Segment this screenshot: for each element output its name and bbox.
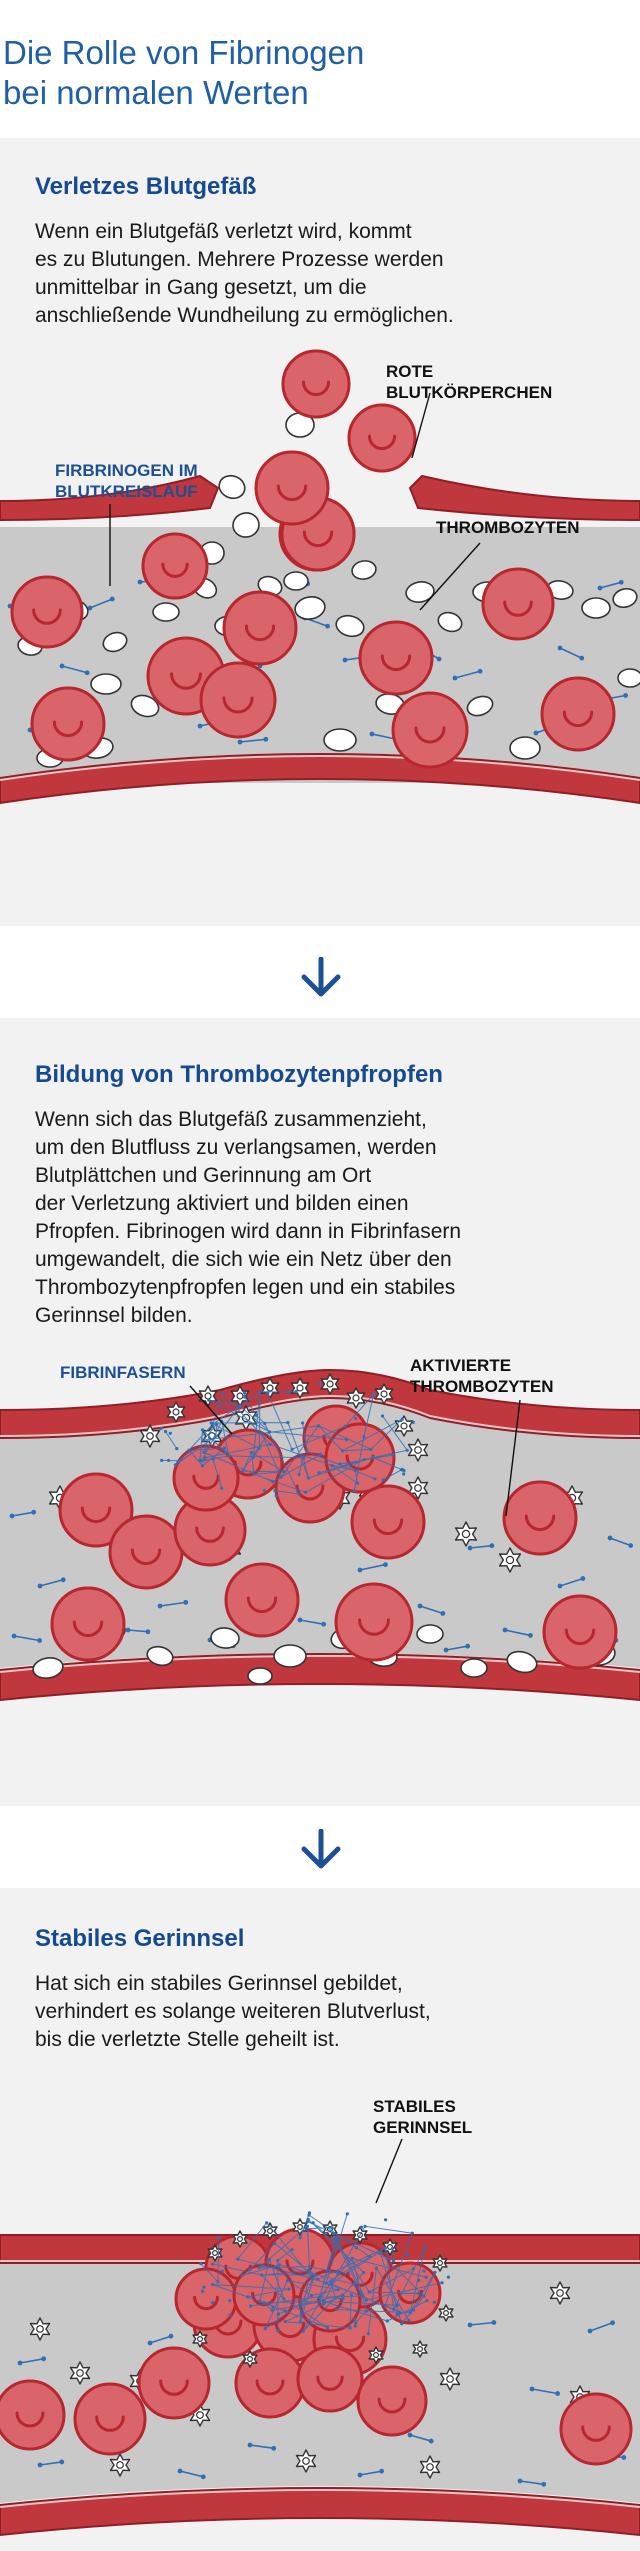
fibrin-node: [368, 2290, 371, 2293]
fibrin-node: [263, 1489, 266, 1492]
fibrin-node: [202, 1451, 205, 1454]
fibrin-node: [279, 1476, 282, 1479]
fibrin-node: [199, 2262, 202, 2265]
red-blood-cell-icon: [393, 693, 467, 767]
platelet-icon: [91, 674, 121, 694]
fibrin-node: [362, 2271, 365, 2274]
label-leader-lines: [376, 2139, 402, 2203]
fibrin-node: [354, 1417, 357, 1420]
fibrin-node: [345, 1438, 348, 1441]
red-blood-cell-icon: [176, 2269, 236, 2329]
fibrin-node: [324, 2282, 327, 2285]
fibrin-node: [159, 1427, 162, 1430]
fibrin-node: [238, 1404, 241, 1407]
section-stable-clot: [0, 1888, 640, 2551]
fibrin-node: [299, 2303, 302, 2306]
fibrin-node: [252, 1456, 255, 1459]
fibrin-node: [372, 1393, 375, 1396]
fibrin-node: [201, 1428, 204, 1431]
fibrin-node: [311, 2277, 314, 2280]
fibrin-node: [373, 1477, 376, 1480]
fibrin-node: [308, 2269, 311, 2272]
fibrin-node: [175, 1447, 178, 1450]
fibrin-node: [252, 1473, 255, 1476]
fibrin-node: [344, 1425, 347, 1428]
leader-line-red-blood-cells: [412, 393, 430, 458]
label-stable-clot-2: GERINNSEL: [373, 2118, 473, 2137]
fibrin-node: [201, 2290, 204, 2293]
platelet-icon: [216, 472, 248, 502]
fibrin-node: [319, 1453, 322, 1456]
fibrin-node: [243, 1395, 246, 1398]
fibrin-node: [260, 1432, 263, 1435]
fibrin-node: [400, 2322, 403, 2325]
red-blood-cell-icon: [283, 351, 349, 417]
fibrin-node: [249, 2304, 252, 2307]
arrow-down-icon: [298, 1829, 344, 1869]
label-fibrinogen-1: FIRBRINOGEN IM: [55, 461, 198, 480]
fibrin-node: [276, 2329, 279, 2332]
red-blood-cell-icon: [201, 663, 275, 737]
fibrin-node: [422, 2269, 425, 2272]
fibrin-node: [365, 2309, 368, 2312]
fibrin-node: [367, 2332, 370, 2335]
red-blood-cell-icon: [0, 2381, 64, 2449]
fibrin-node: [284, 2320, 287, 2323]
fibrin-node: [341, 2297, 344, 2300]
fibrin-node: [336, 2271, 339, 2274]
fibrin-node: [272, 2305, 275, 2308]
fibrin-node: [299, 2320, 302, 2323]
fibrin-node: [381, 1414, 384, 1417]
platelet-icon: [618, 669, 640, 687]
fibrin-node: [391, 1453, 394, 1456]
fibrin-node: [202, 1438, 205, 1441]
red-blood-cell-icon: [360, 622, 432, 694]
fibrin-node: [200, 1460, 203, 1463]
label-activated-platelets-1: AKTIVIERTE: [410, 1356, 512, 1375]
fibrin-node: [246, 2295, 249, 2298]
fibrin-node: [433, 2301, 436, 2304]
fibrin-node: [258, 1447, 261, 1450]
section-3-heading: Stabiles Gerinnsel: [35, 1925, 245, 1952]
fibrin-node: [286, 2279, 289, 2282]
fibrin-node: [228, 2299, 231, 2302]
red-blood-cell-icon: [542, 678, 614, 750]
fibrin-node: [258, 1390, 261, 1393]
fibrin-node: [236, 2258, 239, 2261]
title-line-1: Die Rolle von Fibrinogen: [3, 34, 365, 71]
fibrin-node: [392, 2308, 395, 2311]
fibrin-node: [211, 1458, 214, 1461]
fibrin-node: [291, 2248, 294, 2251]
fibrin-node: [301, 1455, 304, 1458]
fibrin-node: [406, 2253, 409, 2256]
red-blood-cell-icon: [224, 592, 296, 664]
platelet-icon: [324, 729, 356, 751]
fibrin-node: [169, 1432, 172, 1435]
fibrin-node: [211, 2283, 214, 2286]
fibrin-node: [273, 2242, 276, 2245]
fibrin-node: [312, 2221, 315, 2224]
fibrin-node: [301, 1421, 304, 1424]
section-2-body: Wenn sich das Blutgefäß zusammenzieht, um den Blutfluss zu verlangsamen, werden Blutplättchen und Gerinnung am Ort der Verletzung aktiviert und bilden einen Pfropfen. Fibrinogen wird dann in Fibrinfasern umgewandelt, die sich wie ein Netz über den Thrombozytenpfropfen legen und ein stabiles Gerinnsel bilden.: [35, 1108, 462, 1327]
fibrin-node: [291, 1448, 294, 1451]
fibrin-node: [335, 2308, 338, 2311]
red-blood-cell-icon: [139, 2348, 209, 2418]
fibrin-node: [223, 1447, 226, 1450]
fibrin-node: [310, 2294, 313, 2297]
fibrin-node: [401, 1468, 404, 1471]
fibrin-node: [417, 2292, 420, 2295]
fibrin-node: [334, 2238, 337, 2241]
fibrin-node: [297, 1492, 300, 1495]
platelet-icon: [510, 737, 540, 759]
fibrin-node: [338, 1463, 341, 1466]
fibrin-node: [351, 2257, 354, 2260]
red-blood-cell-icon: [561, 2394, 631, 2464]
fibrin-node: [287, 2287, 290, 2290]
fibrin-node: [265, 2221, 268, 2224]
fibrin-node: [401, 1418, 404, 1421]
fibrin-node: [362, 1435, 365, 1438]
fibrin-node: [286, 1421, 289, 1424]
fibrin-node: [341, 1449, 344, 1452]
label-platelets: THROMBOZYTEN: [436, 518, 580, 537]
fibrin-node: [386, 2319, 389, 2322]
red-blood-cell-icon: [483, 569, 553, 639]
fibrin-node: [224, 1451, 227, 1454]
fibrin-node: [392, 2259, 395, 2262]
fibrin-node: [354, 2321, 357, 2324]
fibrin-node: [210, 1421, 213, 1424]
label-stable-clot-1: STABILES: [373, 2097, 456, 2116]
fibrin-node: [307, 1476, 310, 1479]
platelet-icon: [461, 1659, 487, 1677]
fibrin-node: [305, 2227, 308, 2230]
fibrin-node: [221, 1391, 224, 1394]
fibrin-node: [433, 2271, 436, 2274]
red-blood-cell-icon: [358, 2367, 426, 2435]
fibrin-node: [167, 1459, 170, 1462]
fibrin-node: [229, 2314, 232, 2317]
platelet-icon: [582, 598, 610, 618]
fibrin-node: [216, 2280, 219, 2283]
fibrin-node: [379, 2251, 382, 2254]
fibrin-node: [382, 1478, 385, 1481]
fibrin-node: [211, 2262, 214, 2265]
fibrin-node: [375, 2267, 378, 2270]
arrow-down-icon: [298, 957, 344, 997]
fibrin-node: [295, 1390, 298, 1393]
platelet-icon: [284, 572, 308, 590]
fibrin-node: [302, 2330, 305, 2333]
fibrin-node: [220, 1487, 223, 1490]
fibrin-node: [409, 2311, 412, 2314]
fibrin-node: [371, 1456, 374, 1459]
fibrin-node: [227, 1454, 230, 1457]
leader-line-stable-clot: [376, 2139, 402, 2203]
page-title: [3, 33, 633, 113]
fibrin-node: [354, 1469, 357, 1472]
fibrin-node: [412, 2267, 415, 2270]
fibrin-node: [304, 1491, 307, 1494]
fibrin-node: [178, 1459, 181, 1462]
vessel-wall-bottom: [0, 2488, 640, 2535]
fibrin-node: [260, 2273, 263, 2276]
fibrin-node: [215, 1423, 218, 1426]
fibrin-node: [249, 2268, 252, 2271]
platelet-icon: [248, 1668, 272, 1684]
fibrin-node: [384, 2304, 387, 2307]
fibrin-node: [341, 2293, 344, 2296]
fibrin-node: [352, 2283, 355, 2286]
red-blood-cell-icon: [52, 1588, 124, 1660]
vessel-wall-bottom: [0, 1654, 640, 1700]
fibrin-node: [160, 1459, 163, 1462]
fibrin-node: [268, 1430, 271, 1433]
fibrin-node: [334, 2297, 337, 2300]
red-blood-cell-icon: [110, 1516, 182, 1588]
fibrin-node: [364, 2299, 367, 2302]
fibrin-node: [221, 2270, 224, 2273]
fibrin-node: [326, 2326, 329, 2329]
red-blood-cell-icon: [12, 577, 82, 647]
fibrin-node: [364, 2225, 367, 2228]
red-blood-cell-icon: [504, 1482, 576, 1554]
fibrin-node: [391, 2247, 394, 2250]
section-injured-vessel: [0, 138, 640, 926]
fibrin-node: [276, 2259, 279, 2262]
label-activated-platelets-2: THROMBOZYTEN: [410, 1377, 554, 1396]
red-blood-cell-icon: [336, 1584, 412, 1660]
fibrin-node: [411, 2232, 414, 2235]
fibrin-node: [308, 2265, 311, 2268]
title-line-2: bei normalen Werten: [3, 74, 309, 111]
red-blood-cell-icon: [256, 452, 328, 524]
fibrin-node: [355, 2246, 358, 2249]
fibrin-node: [217, 2236, 220, 2239]
platelet-icon: [153, 603, 179, 621]
fibrin-node: [316, 2278, 319, 2281]
platelet-plug-illustration: [0, 1338, 640, 1806]
section-platelet-plug: [0, 1018, 640, 1806]
fibrin-node: [423, 2246, 426, 2249]
fibrin-node: [203, 2286, 206, 2289]
fibrin-node: [214, 1435, 217, 1438]
fibrin-node: [262, 2301, 265, 2304]
fibrin-node: [258, 2300, 261, 2303]
fibrin-node: [360, 2226, 363, 2229]
red-blood-cell-icon: [349, 405, 415, 471]
fibrin-node: [368, 2255, 371, 2258]
fibrin-node: [266, 1392, 269, 1395]
fibrin-node: [269, 1443, 272, 1446]
fibrin-node: [201, 1464, 204, 1467]
fibrin-node: [305, 1450, 308, 1453]
fibrin-node: [257, 2266, 260, 2269]
fibrin-node: [330, 1464, 333, 1467]
fibrin-node: [384, 2246, 387, 2249]
platelet-icon: [274, 1645, 306, 1667]
fibrin-node: [329, 2280, 332, 2283]
fibrin-node: [298, 1473, 301, 1476]
fibrin-node: [322, 2302, 325, 2305]
section-1-body: Wenn ein Blutgefäß verletzt wird, kommt es zu Blutungen. Mehrere Prozesse werden unmittelbar in Gang gesetzt, um die anschließende Wundheilung zu ermöglichen.: [35, 220, 454, 327]
fibrin-node: [164, 1430, 167, 1433]
fibrin-node: [331, 2226, 334, 2229]
fibrin-node: [243, 1391, 246, 1394]
red-blood-cell-icon: [32, 688, 104, 760]
vessel-wall-top-right: [410, 476, 640, 520]
injured-vessel-illustration: [0, 348, 640, 926]
fibrin-node: [250, 1451, 253, 1454]
fibrin-node: [425, 2299, 428, 2302]
red-blood-cell-icon: [352, 1486, 424, 1558]
fibrin-node: [241, 1470, 244, 1473]
section-1-heading: Verletzes Blutgefäß: [35, 173, 257, 200]
fibrin-node: [317, 1471, 320, 1474]
fibrin-node: [317, 1424, 320, 1427]
fibrin-node: [188, 1449, 191, 1452]
stable-clot-illustration: [0, 2063, 640, 2551]
fibrin-node: [361, 2294, 364, 2297]
fibrin-node: [396, 2313, 399, 2316]
fibrin-node: [369, 1448, 372, 1451]
fibrin-node: [349, 2326, 352, 2329]
fibrin-node: [337, 2288, 340, 2291]
fibrin-node: [299, 2236, 302, 2239]
fibrin-node: [203, 1456, 206, 1459]
fibrin-node: [319, 2295, 322, 2298]
red-blood-cell-icon: [544, 1596, 616, 1668]
fibrin-node: [282, 2297, 285, 2300]
fibrin-node: [241, 2274, 244, 2277]
fibrin-node: [264, 2327, 267, 2330]
fibrin-node: [278, 2263, 281, 2266]
fibrin-node: [271, 1480, 274, 1483]
fibrin-node: [402, 1472, 405, 1475]
red-blood-cell-icon: [226, 1564, 298, 1636]
label-fibrin-fibers: FIBRINFASERN: [60, 1363, 186, 1382]
fibrin-node: [271, 2309, 274, 2312]
fibrin-node: [354, 2325, 357, 2328]
fibrin-node: [211, 2301, 214, 2304]
section-3-body: Hat sich ein stabiles Gerinnsel gebildet, verhindert es solange weiteren Blutverlust, bis die verletzte Stelle geheilt ist.: [35, 1972, 431, 2051]
fibrin-node: [268, 2258, 271, 2261]
fibrin-node: [384, 2218, 387, 2221]
red-blood-cell-icon: [298, 2347, 362, 2411]
red-blood-cell-icon: [75, 2384, 145, 2454]
fibrin-node: [407, 2319, 410, 2322]
fibrin-node: [422, 2295, 425, 2298]
fibrin-node: [346, 2212, 349, 2215]
platelet-icon: [417, 1625, 443, 1643]
fibrin-node: [363, 1458, 366, 1461]
fibrin-node: [353, 1489, 356, 1492]
fibrin-node: [313, 2273, 316, 2276]
label-fibrinogen-2: BLUTKREISLAUF: [55, 482, 198, 501]
fibrin-node: [412, 2308, 415, 2311]
fibrin-node: [207, 1399, 210, 1402]
fibrin-node: [307, 2218, 310, 2221]
fibrin-node: [308, 2211, 311, 2214]
fibrin-node: [425, 2276, 428, 2279]
fibrin-node: [287, 1390, 290, 1393]
fibrin-node: [263, 1422, 266, 1425]
fibrin-node: [255, 1414, 258, 1417]
fibrin-node: [275, 1494, 278, 1497]
fibrin-node: [318, 1381, 321, 1384]
fibrin-node: [273, 1489, 276, 1492]
fibrin-node: [353, 2318, 356, 2321]
fibrin-node: [447, 2276, 450, 2279]
fibrin-node: [284, 2309, 287, 2312]
fibrin-node: [396, 2304, 399, 2307]
fibrin-node: [174, 1463, 177, 1466]
fibrin-node: [440, 2281, 443, 2284]
red-blood-cell-icon: [143, 534, 207, 598]
fibrin-node: [406, 1449, 409, 1452]
section-2-heading: Bildung von Thrombozytenpfropfen: [35, 1061, 443, 1088]
label-red-blood-cells-2: BLUTKÖRPERCHEN: [386, 383, 553, 402]
label-red-blood-cells-1: ROTE: [386, 362, 434, 381]
fibrin-node: [277, 2313, 280, 2316]
fibrin-node: [350, 2293, 353, 2296]
fibrin-node: [283, 1470, 286, 1473]
fibrin-node: [356, 1482, 359, 1485]
fibrin-node: [412, 1421, 415, 1424]
fibrin-node: [332, 2232, 335, 2235]
fibrin-node: [417, 2279, 420, 2282]
